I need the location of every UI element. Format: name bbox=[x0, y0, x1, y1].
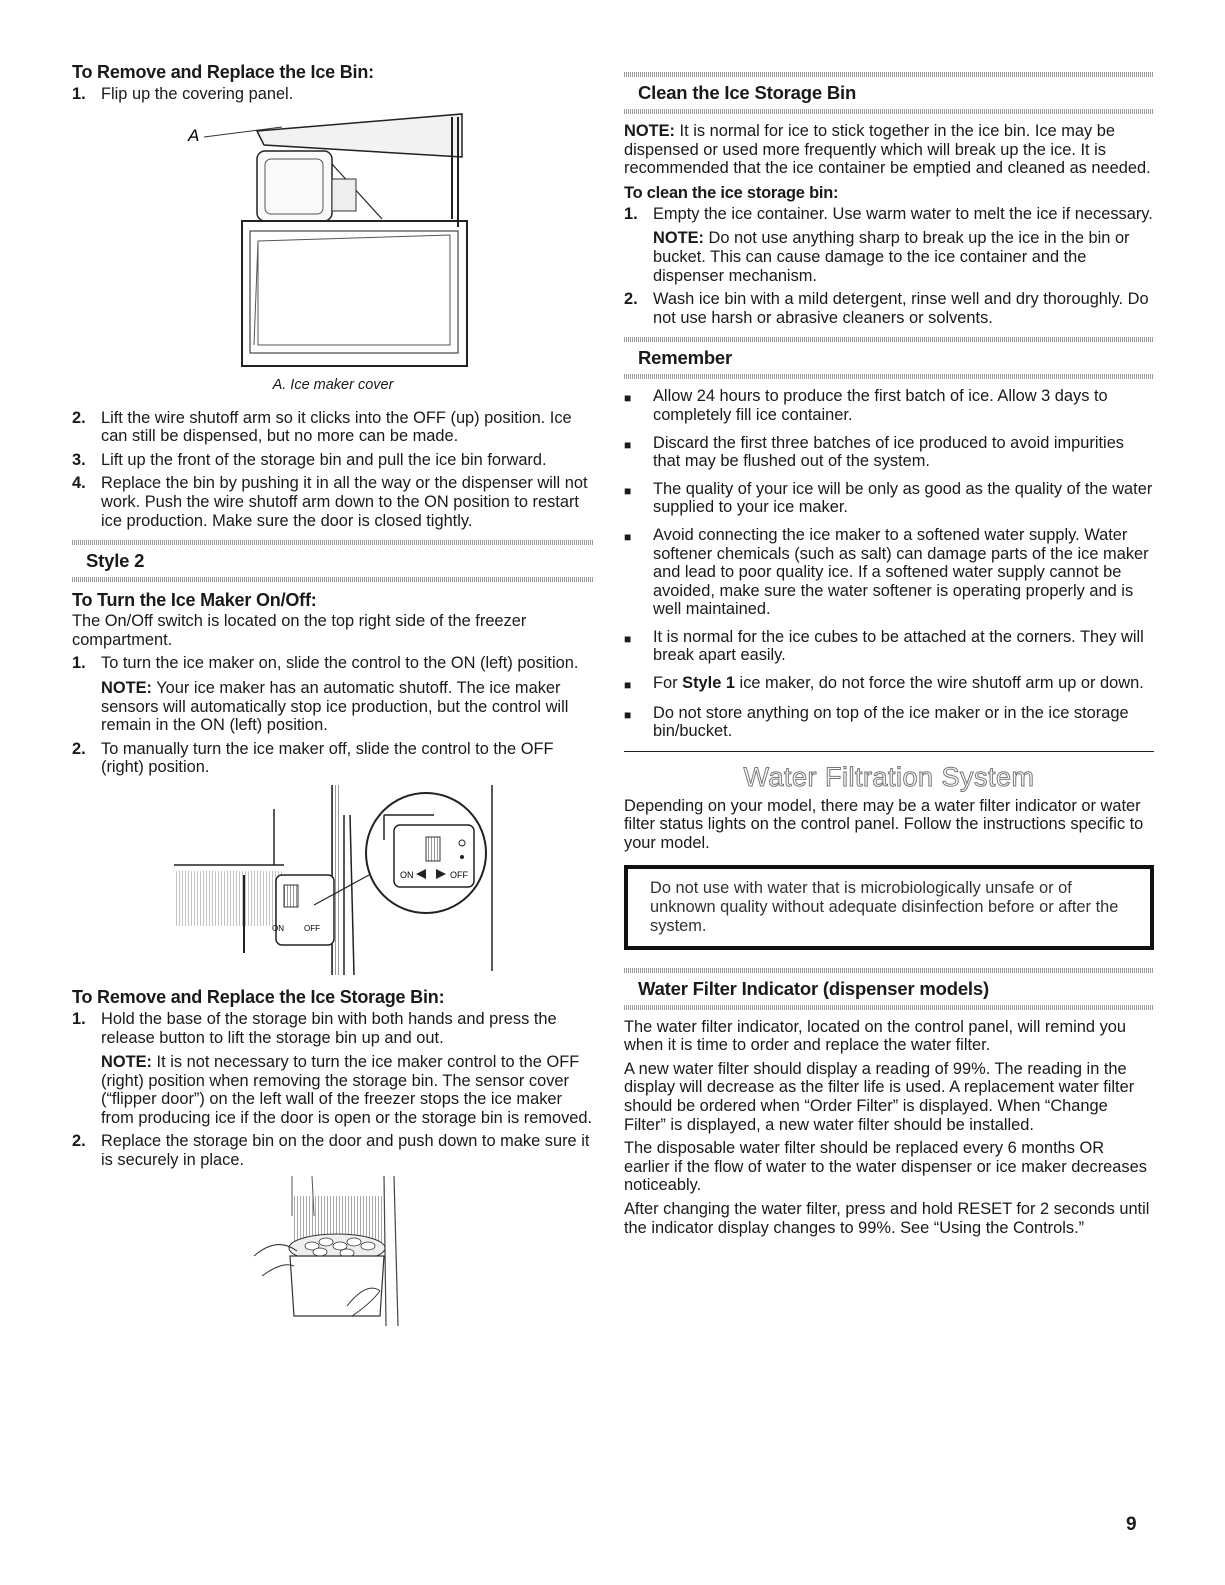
style-2-banner bbox=[72, 540, 594, 582]
list-item: ■ The quality of your ice will be only as good as the quality of the water supplied to your ice maker. bbox=[624, 479, 1153, 517]
list-item: ■ Do not store anything on top of the ice maker or in the ice storage bin/bucket. bbox=[624, 703, 1129, 741]
remember-heading: Remember bbox=[638, 347, 733, 369]
list-item: 2. Wash ice bin with a mild detergent, rinse well and dry thoroughly. Do not use harsh or abrasive cleaners or solvents. bbox=[624, 290, 1149, 327]
storage-bin-illustration bbox=[252, 1176, 452, 1326]
remove-ice-bin-heading: To Remove and Replace the Ice Bin: bbox=[72, 62, 374, 82]
filter-indicator-heading: Water Filter Indicator (dispenser models) bbox=[638, 977, 989, 999]
bullet-icon: ■ bbox=[624, 529, 632, 544]
filter-indicator-paragraph: The water filter indicator, located on the control panel, will remind you when it is time to order and replace the water filter. bbox=[624, 1017, 1126, 1055]
bullet-icon: ■ bbox=[624, 631, 632, 646]
remove-ice-bin-steps-cont bbox=[72, 409, 594, 531]
filter-indicator-paragraph: A new water filter should display a reading of 99%. The reading in the display will decrease as the filter life is used. A replacement water filter should be ordered when “Order Filter” is displayed. When “Change Filter” is displayed, a new water filter should be installed. bbox=[624, 1059, 1135, 1134]
list-item: 2. To manually turn the ice maker off, slide the control to the OFF (right) position. bbox=[72, 739, 554, 777]
clean-bin-steps bbox=[624, 205, 1154, 328]
right-column bbox=[624, 64, 1154, 1242]
on-label: ON bbox=[400, 869, 414, 880]
clean-bin-heading: Clean the Ice Storage Bin bbox=[638, 82, 857, 103]
list-item: ■ Avoid connecting the ice maker to a softened water supply. Water softener chemicals (such as salt) can damage parts of the ice maker and lead to poor quality ice. If a softened water supply cannot be avoided, make sure the water softener is operating properly and is well maintained. bbox=[624, 525, 1149, 619]
list-item: 3. Lift up the front of the storage bin and pull the ice bin forward. bbox=[72, 450, 547, 469]
section-divider bbox=[624, 751, 1154, 752]
small-on-label: ON bbox=[272, 923, 284, 933]
list-item: 1. Flip up the covering panel. bbox=[72, 85, 294, 103]
list-item: 2. Replace the storage bin on the door and push down to make sure it is securely in place. bbox=[72, 1132, 590, 1170]
remove-ice-bin-steps bbox=[72, 85, 594, 104]
off-label: OFF bbox=[450, 869, 468, 880]
turn-on-off-heading: To Turn the Ice Maker On/Off: bbox=[72, 590, 317, 611]
bullet-icon: ■ bbox=[624, 437, 632, 452]
list-item: ■ Discard the first three batches of ice produced to avoid impurities that may be flushed out of the system. bbox=[624, 433, 1125, 471]
remember-list bbox=[624, 387, 1154, 741]
clean-bin-note: NOTE: It is normal for ice to stick together in the ice bin. Ice may be dispensed or used more frequently which will break up the ice. It is recommended that the ice container be emptied and cleaned as needed. bbox=[624, 122, 1151, 178]
warning-box bbox=[624, 865, 1154, 950]
bullet-icon: ■ bbox=[624, 707, 632, 722]
callout-a-label: A bbox=[188, 125, 200, 145]
water-filtration-intro: Depending on your model, there may be a water filter indicator or water filter status lights on the control panel. Follow the instructions specific to your model. bbox=[624, 796, 1144, 853]
on-off-switch-illustration bbox=[164, 785, 524, 975]
filter-indicator-paragraph: The disposable water filter should be replaced every 6 months OR earlier if the flow of water to the water dispenser or ice maker decreases noticeably. bbox=[624, 1139, 1147, 1195]
list-item: 1. Hold the base of the storage bin with both hands and press the release button to lift the storage bin up and out. NOTE: It is not necessary to turn the ice maker control to the OFF (right) position when removing the storage bin. The sensor cover (“flipper door”) on the left wall of the freezer stops the ice maker from producing ice if the door is open or the storage bin is removed. bbox=[72, 1009, 593, 1127]
small-off-label: OFF bbox=[304, 923, 320, 933]
filter-indicator-paragraph: After changing the water filter, press and hold RESET for 2 seconds until the indicator display changes to 99%. See “Using the Controls.” bbox=[624, 1199, 1150, 1237]
page-number: 9 bbox=[1126, 1514, 1137, 1535]
ice-maker-cover-illustration bbox=[162, 109, 582, 371]
storage-bin-note: NOTE: It is not necessary to turn the ice maker control to the OFF (right) position when removing the storage bin. The sensor cover (“flipper door”) on the left wall of the freezer stops the ice maker from producing ice if the door is open or the storage bin is removed. bbox=[101, 1053, 593, 1127]
on-off-intro: The On/Off switch is located on the top right side of the freezer compartment. bbox=[72, 612, 527, 649]
list-item: ■ It is normal for the ice cubes to be attached at the corners. They will break apart easily. bbox=[624, 627, 1144, 665]
warning-text: Do not use with water that is microbiologically unsafe or of unknown quality without adequate disinfection before or after the system. bbox=[650, 878, 1119, 935]
clean-bin-subtitle: To clean the ice storage bin: bbox=[624, 183, 839, 202]
ice-maker-cover-caption: A. Ice maker cover bbox=[272, 376, 394, 393]
remove-storage-bin-heading: To Remove and Replace the Ice Storage Bin: bbox=[72, 986, 445, 1007]
list-item: 4. Replace the bin by pushing it in all the way or the dispenser will not work. Push the wire shutoff arm down to the ON position to restart ice production. Make sure the door is closed tightly. bbox=[72, 474, 588, 530]
list-item: 1. To turn the ice maker on, slide the control to the ON (left) position. NOTE: Your ice maker has an automatic shutoff. The ice maker sensors will automatically stop ice production, but the control will remain in the ON (left) position. bbox=[72, 654, 594, 734]
bullet-icon: ■ bbox=[624, 678, 632, 693]
list-item: ■ For Style 1 ice maker, do not force the wire shutoff arm up or down. bbox=[624, 674, 1154, 695]
clean-bin-step-note: NOTE: Do not use anything sharp to break up the ice in the bin or bucket. This can cause damage to the ice container and the dispenser mechanism. bbox=[653, 229, 1130, 285]
bullet-icon: ■ bbox=[624, 483, 632, 498]
list-item: ■ Allow 24 hours to produce the first batch of ice. Allow 3 days to completely fill ice container. bbox=[624, 387, 1108, 424]
filter-indicator-banner bbox=[624, 968, 1154, 1010]
remove-storage-bin-steps bbox=[72, 1010, 594, 1170]
bullet-icon: ■ bbox=[624, 391, 632, 406]
on-off-note: NOTE: Your ice maker has an automatic shutoff. The ice maker sensors will automatically stop ice production, but the control will remain in the ON (left) position. bbox=[101, 678, 569, 735]
list-item: 2. Lift the wire shutoff arm so it clicks into the OFF (up) position. Ice can still be dispensed, but no more can be made. bbox=[72, 408, 572, 446]
left-column bbox=[72, 62, 594, 1326]
remember-banner bbox=[624, 337, 1154, 379]
water-filtration-title: Water Filtration System bbox=[743, 761, 1035, 792]
style-2-heading: Style 2 bbox=[86, 550, 145, 572]
clean-bin-banner bbox=[624, 72, 1154, 114]
on-off-steps bbox=[72, 654, 594, 777]
list-item: 1. Empty the ice container. Use warm water to melt the ice if necessary. NOTE: Do not use anything sharp to break up the ice in the bin or bucket. This can cause damage to the ice container and the dispenser mechanism. bbox=[624, 204, 1153, 285]
